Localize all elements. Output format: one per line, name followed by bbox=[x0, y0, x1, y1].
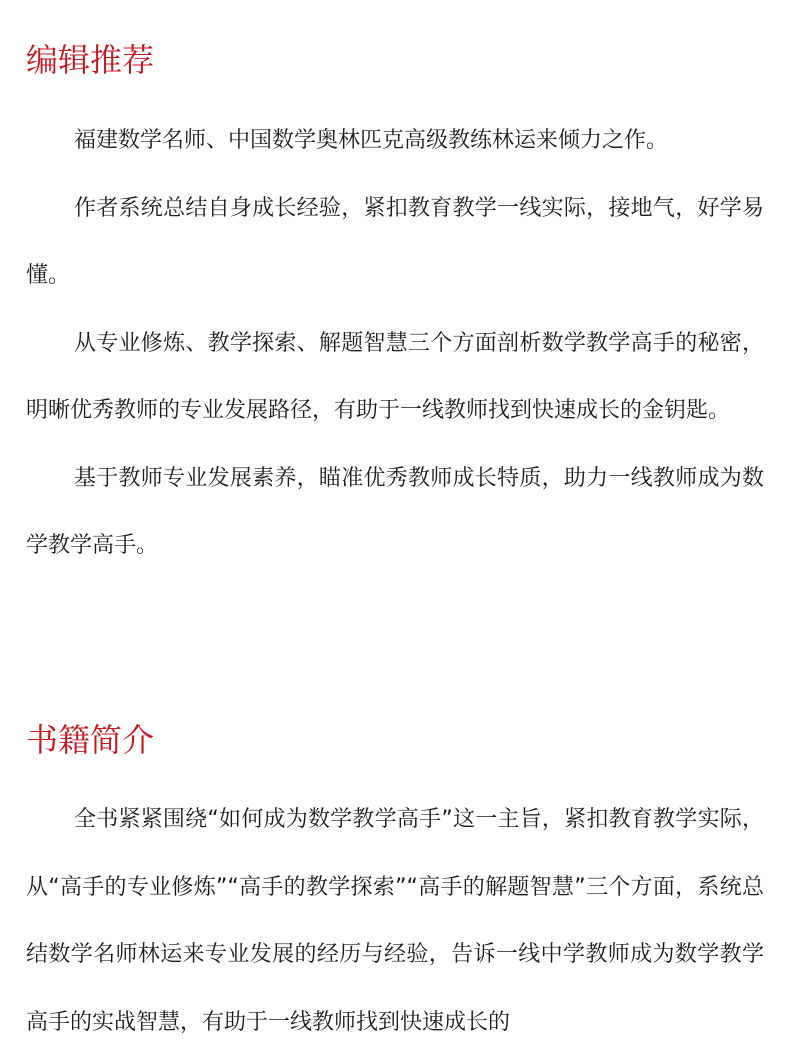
editor-paragraph: 福建数学名师、中国数学奥林匹克高级教练林运来倾力之作。 bbox=[74, 128, 669, 153]
editor-paragraph: 基于教师专业发展素养，瞄准优秀教师成长特质，助力一线教师成为数学教学高手。 bbox=[26, 465, 764, 558]
editor-recommendation-body bbox=[26, 107, 764, 580]
intro-paragraph: 全书紧紧围绕“如何成为数学教学高手”这一主旨，紧扣教育教学实际，从“高手的专业修炼”“高手的教学探索”“高手的解题智慧”三个方面，系统总结数学名师林运来专业发展的经历与经验，告诉一线中学教师成为数学教学高手的实战智慧，有助于一线教师找到快速成长的 bbox=[26, 807, 764, 1035]
book-intro-body bbox=[26, 786, 764, 1056]
book-intro-heading: 书籍简介 bbox=[26, 721, 155, 759]
editor-paragraph: 从专业修炼、教学探索、解题智慧三个方面剖析数学教学高手的秘密，明晰优秀教师的专业发展路径，有助于一线教师找到快速成长的金钥匙。 bbox=[26, 330, 764, 423]
editor-recommendation-heading: 编辑推荐 bbox=[26, 41, 155, 79]
editor-paragraph: 作者系统总结自身成长经验，紧扣教育教学一线实际，接地气，好学易懂。 bbox=[26, 195, 764, 288]
